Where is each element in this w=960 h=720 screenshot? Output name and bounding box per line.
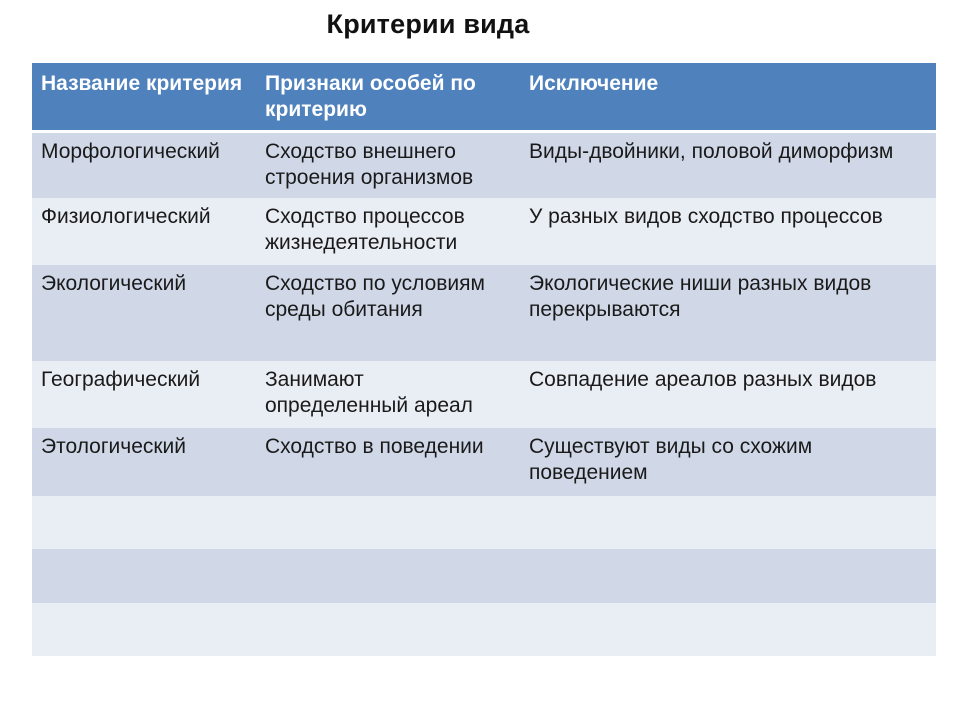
table-row xyxy=(32,428,936,496)
header-criterion-name: Название критерия xyxy=(32,63,256,131)
cell-exception: Существуют виды со схожим поведением xyxy=(529,435,813,484)
cell-exception: Экологические ниши разных видов перекрываются xyxy=(529,272,872,321)
cell-criterion: Физиологический xyxy=(41,205,211,228)
empty-table-row xyxy=(32,603,936,656)
table-header-row xyxy=(32,63,936,131)
table-row xyxy=(32,198,936,265)
cell-criterion: Экологический xyxy=(41,272,187,295)
cell-criterion: Этологический xyxy=(41,435,187,458)
empty-cell xyxy=(520,603,936,656)
empty-cell xyxy=(256,549,520,603)
cell-exception: Совпадение ареалов разных видов xyxy=(529,368,877,391)
empty-cell xyxy=(520,549,936,603)
table-row xyxy=(32,265,936,361)
cell-exception: Виды-двойники, половой диморфизм xyxy=(529,139,894,163)
empty-cell xyxy=(32,603,256,656)
header-criterion-features: Признаки особей по критерию xyxy=(256,63,520,131)
empty-cell xyxy=(32,549,256,603)
empty-cell xyxy=(520,496,936,549)
empty-table-row xyxy=(32,496,936,549)
criteria-table xyxy=(32,63,936,656)
table-row xyxy=(32,361,936,428)
empty-cell xyxy=(32,496,256,549)
empty-table-row xyxy=(32,549,936,603)
header-exception: Исключение xyxy=(520,63,936,131)
cell-criterion: Географический xyxy=(41,368,201,391)
cell-features: Сходство внешнего строения организмов xyxy=(265,139,474,189)
page-title: Критерии вида xyxy=(326,9,530,39)
cell-features: Сходство в поведении xyxy=(265,435,484,458)
table-row xyxy=(32,131,936,198)
empty-cell xyxy=(256,603,520,656)
empty-cell xyxy=(256,496,520,549)
cell-features: Сходство процессов жизнедеятельности xyxy=(265,205,465,254)
cell-features: Занимают определенный ареал xyxy=(265,368,473,417)
cell-criterion: Морфологический xyxy=(41,139,220,163)
cell-exception: У разных видов сходство процессов xyxy=(529,205,883,228)
cell-features: Сходство по условиям среды обитания xyxy=(265,272,485,321)
